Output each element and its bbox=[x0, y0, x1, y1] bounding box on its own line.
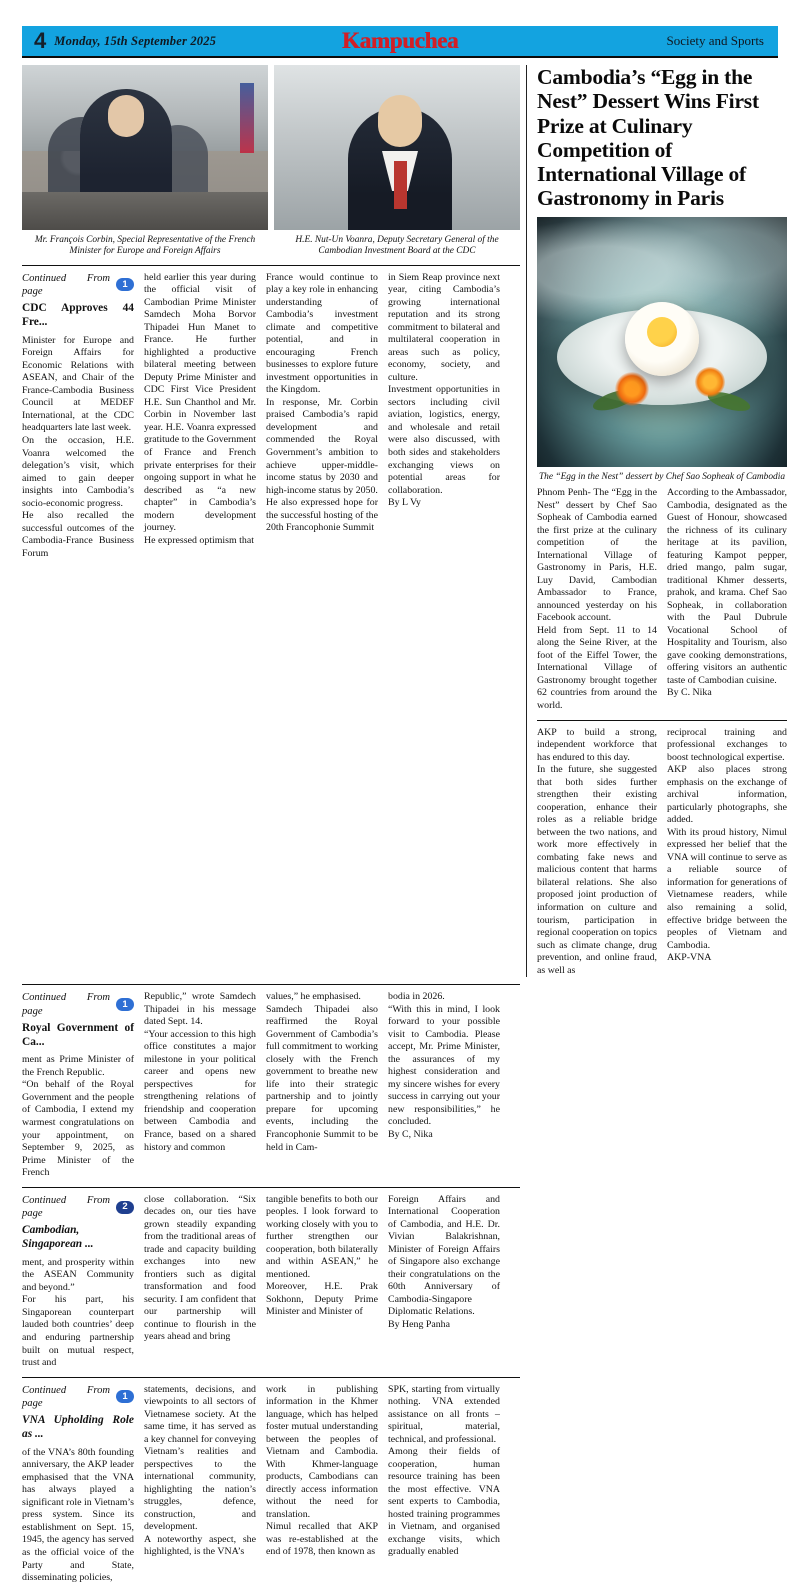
continued-from-line bbox=[22, 1384, 134, 1411]
paper-title: Kampuchea bbox=[341, 28, 459, 53]
divider bbox=[22, 984, 520, 985]
person-head-shape bbox=[108, 95, 144, 137]
body-text: Minister for Europe and Foreign Affairs for Economic Relations with ASEAN, and Chair of the France-Cambodia Business Council at MEDEF International, at the CDC headquarters late last week. On the occasion, H.E. Voanra welcomed the delegation’s visit, which aimed to gain deeper insights into Cambodia’s socio-economic progress. He also recalled the successful outcomes of the Cambodia-France Business Forum bbox=[22, 334, 134, 559]
section-2-columns bbox=[22, 991, 520, 1179]
page-number: 4 bbox=[34, 28, 47, 53]
yolk-shape bbox=[647, 317, 677, 347]
body-text: Phnom Penh- The “Egg in the Nest” dessert by Chef Sao Sopheak of Cambodia earned the first prize at the culinary competition of the International Village of Gastronomy in Paris, H.E. Luy David, Cambodian Ambassador to France, announced yesterday on his Facebook account. Held from Sept. 11 to 14 along the Seine River, at the foot of the Eiffel Tower, the International Village of Gastronomy brought together 62 countries from around the world. bbox=[537, 486, 657, 711]
column bbox=[266, 272, 378, 561]
photo-nut-un-voanra bbox=[274, 65, 520, 230]
akp-vna-columns bbox=[537, 727, 787, 978]
body-text: Republic,” wrote Samdech Thipadei in his message dated Sept. 14. “Your accession to this high office constitutes a major milestone in your political career and opens new perspectives for strengthening relations of friendship and cooperation between Cambodia and France, based on a shared history and common bbox=[144, 991, 256, 1153]
tie-shape bbox=[394, 161, 407, 209]
body-text: of the VNA’s 80th founding anniversary, the AKP leader emphasised that the VNA has always played a significant role in Vietnam’s press system. Since its establishment on Sept. 15, 1945, the agency has served as the official voice of the Party and State, disseminating policies, bbox=[22, 1446, 134, 1584]
body-text: ment, and prosperity within the ASEAN Community and beyond.” For his part, his Singaporean counterpart lauded both countries’ deep and enduring partnership built on mutual respect, trust and bbox=[22, 1256, 134, 1369]
body-text: close collaboration. “Six decades on, our ties have grown steadily expanding from the traditional areas of trade and capacity building exchanges into new frontiers such as digital transformation and food security. I am confident that our partnership will continue to flourish in the years ahead and bring bbox=[144, 1193, 256, 1343]
continued-label: Continued From page bbox=[22, 1384, 111, 1409]
column bbox=[388, 1384, 500, 1585]
column bbox=[144, 272, 256, 561]
newspaper-page bbox=[0, 26, 800, 1584]
section-cambodian-singaporean bbox=[22, 1194, 520, 1370]
continued-from-line bbox=[22, 991, 134, 1018]
column bbox=[266, 1384, 378, 1585]
column bbox=[388, 991, 500, 1179]
section-4-columns bbox=[22, 1384, 520, 1585]
divider bbox=[22, 265, 520, 266]
continued-label: Continued From page bbox=[22, 1194, 111, 1220]
body-text: According to the Ambassador, Cambodia, designated as the Guest of Honour, showcased the richness of its culinary heritage at its pavilion, featuring Kampot pepper, dried mango, palm sugar, traditional Khmer desserts, prahok, and krama. Chef Sao Sopheak, in collaboration with the Paul Dubrule Vocational School of Hospitality and Tourism, also gave cooking demonstrations, offering visitors an authentic taste of Cambodian cuisine. By C. Nika bbox=[667, 486, 787, 699]
column bbox=[22, 1384, 134, 1585]
continued-page-badge[interactable]: 1 bbox=[116, 1390, 134, 1403]
continued-from-line bbox=[22, 1194, 134, 1221]
photo-francois-corbin bbox=[22, 65, 268, 230]
column bbox=[537, 727, 657, 978]
body-text: Foreign Affairs and International Cooperation of Cambodia, and H.E. Dr. Vivian Balakrishnan, Minister of Foreign Affairs of Singapore also exchange their congratulations on the 60th Anniversary of Cambodia-Singapore Diplomatic Relations. By Heng Panha bbox=[388, 1193, 500, 1330]
section-1-columns bbox=[22, 272, 520, 561]
continued-page-badge[interactable]: 2 bbox=[116, 1201, 134, 1214]
continued-from-line bbox=[22, 272, 134, 299]
column bbox=[667, 487, 787, 713]
masthead bbox=[22, 26, 778, 58]
body-text: held earlier this year during the official visit of Cambodian Prime Minister Samdech Moha Borvor Thipadei Hun Manet to France. He further highlighted a productive bilateral meeting between Deputy Prime Minister and CDC First Vice President H.E. Sun Chanthol and Mr. Corbin in November last year. H.E. Voanra expressed gratitude to the Government of France and French private enterprises for their ongoing support in what he described as “a new chapter” in Cambodia’s modern development journey. He expressed optimism that bbox=[144, 271, 256, 546]
divider bbox=[22, 1187, 520, 1188]
photo-caption-right: H.E. Nut-Un Voanra, Deputy Secretary General of the Cambodian Investment Board at the CDC bbox=[295, 235, 499, 257]
column bbox=[144, 1384, 256, 1585]
column bbox=[144, 991, 256, 1179]
column bbox=[266, 1194, 378, 1370]
column bbox=[388, 1194, 500, 1370]
body-text: ment as Prime Minister of the French Republic. “On behalf of the Royal Government and the people of Cambodia, I extend my warmest congratulations on your appointment, on September 9, 2025, as Prime Minister of the French bbox=[22, 1054, 134, 1179]
section-title: VNA Upholding Role as ... bbox=[22, 1414, 134, 1441]
section-label: Society and Sports bbox=[666, 33, 764, 48]
body-text: AKP to build a strong, independent workforce that has endured to this day. In the future, she suggested that both sides further strengthen their existing cooperation, enhance their roles as a reliable bridge between the two nations, and work more effectively in combating fake news and malicious content that harms bilateral relations. She also proposed joint production of information on culture and tourism, participation in regional cooperation on topics such as climate change, drug prevention, and online fraud, as well as bbox=[537, 726, 657, 976]
column bbox=[266, 991, 378, 1179]
feature-column bbox=[526, 65, 787, 977]
column bbox=[144, 1194, 256, 1370]
divider bbox=[537, 720, 787, 721]
section-title: Cambodian, Singaporean ... bbox=[22, 1224, 94, 1251]
column bbox=[537, 487, 657, 713]
feature-body-columns bbox=[537, 487, 787, 713]
body-text: bodia in 2026. “With this in mind, I look forward to your possible visit to Cambodia. Please accept, Mr. Prime Minister, the assurances of my highest consideration and my sincere wishes for every success in carrying out your new responsibilities,” he concluded. By C, Nika bbox=[388, 991, 500, 1140]
continued-label: Continued From page bbox=[22, 272, 111, 297]
body-text: tangible benefits to both our peoples. I look forward to working closely with you to further strengthen our cooperation, both bilaterally and within ASEAN,” he mentioned. Moreover, H.E. Prak Sokhonn, Deputy Prime Minister and Minister of bbox=[266, 1193, 378, 1318]
section-vna-upholding-role bbox=[22, 1384, 520, 1585]
column bbox=[22, 1194, 134, 1370]
section-3-columns bbox=[22, 1194, 520, 1370]
section-title: CDC Approves 44 Fre... bbox=[22, 302, 134, 329]
top-area bbox=[22, 65, 787, 977]
section-royal-government bbox=[22, 991, 520, 1179]
photo-row bbox=[22, 65, 520, 230]
continued-page-badge[interactable]: 1 bbox=[116, 278, 134, 291]
top-left-column bbox=[22, 65, 520, 977]
feature-headline: Cambodia’s “Egg in the Nest” Dessert Wins First Prize at Culinary Competition of International Village of Gastronomy in Paris bbox=[537, 65, 759, 211]
photo-egg-in-the-nest bbox=[537, 217, 787, 467]
column bbox=[22, 272, 134, 561]
body-text: France would continue to play a key role in enhancing understanding of Cambodia’s investment climate and competitive potential, and in encouraging French businesses to explore future investment opportunities in the Kingdom. In response, Mr. Corbin praised Cambodia’s rapid development and commended the Royal Government’s ambition to achieve upper-middle-income status by 2030 and high-income status by 2050. He also expressed hope for the successful hosting of the 20th Francophonie Summit bbox=[266, 271, 378, 534]
body-text: values,” he emphasised. Samdech Thipadei also reaffirmed the Royal Government of Cambodia’s full commitment to working closely with the French government to breathe new life into their strategic partnership and to jointly prepare for upcoming events, including the Francophonie Summit to be held in Cam- bbox=[266, 991, 378, 1153]
body-text: SPK, starting from virtually nothing. VNA extended assistance on all fronts – spiritual, material, technical, and professional. Among their fields of cooperation, human resource training has been the most effective. VNA sent experts to Cambodia, hosted training programmes in Vietnam, and organised exchange visits, which gradually enabled bbox=[388, 1383, 500, 1558]
body-text: statements, decisions, and viewpoints to all sectors of Vietnamese society. At the same time, it has served as a key channel for conveying Vietnam’s realities and perspectives to the international community, highlighting the nation’s struggles, defence, construction, and development. A noteworthy aspect, she highlighted, is the VNA’s bbox=[144, 1383, 256, 1558]
body-text: work in publishing information in the Khmer language, which has helped foster mutual understanding between the peoples of Vietnam and Cambodia. With Khmer-language products, Cambodians can directly access information without the need for translation. Nimul recalled that AKP was re-established at the end of 1978, then known as bbox=[266, 1383, 378, 1558]
column bbox=[22, 991, 134, 1179]
flag-shape bbox=[240, 83, 254, 153]
column bbox=[388, 272, 500, 561]
continued-page-badge[interactable]: 1 bbox=[116, 998, 134, 1011]
divider bbox=[22, 1377, 520, 1378]
table-shape bbox=[22, 192, 268, 230]
lower-left-bands bbox=[22, 984, 520, 1584]
section-cdc-approves bbox=[22, 272, 520, 561]
body-text: reciprocal training and professional exchanges to boost technological expertise. AKP also places strong emphasis on the exchange of archival information, particularly photographs, she added. With its proud history, Nimul expressed her belief that the VNA will continue to serve as a reliable source of information for generations of Vietnamese readers, while also remaining a solid, effective bridge between the peoples of Vietnam and Cambodia. AKP-VNA bbox=[667, 726, 787, 964]
feature-photo-caption: The “Egg in the Nest” dessert by Chef Sao Sopheak of Cambodia bbox=[538, 471, 786, 482]
publication-date: Monday, 15th September 2025 bbox=[54, 33, 217, 48]
continued-label: Continued From page bbox=[22, 992, 111, 1017]
section-title: Royal Government of Ca... bbox=[22, 1021, 134, 1048]
caption-row bbox=[22, 230, 520, 258]
flower-garnish bbox=[695, 367, 725, 397]
column bbox=[667, 727, 787, 978]
photo-caption-left: Mr. François Corbin, Special Representative of the French Minister for Europe and Foreign Affairs bbox=[34, 235, 256, 257]
body-text: in Siem Reap province next year, citing Cambodia’s growing international reputation and its strong commitment to bilateral and multilateral cooperation in areas such as policy, economy, society, and culture. Investment opportunities in sectors including civil aviation, logistics, energy, and wholesale and retail were also discussed, with both sides and stakeholders exchanging views on potential areas for collaboration. By L Vy bbox=[388, 271, 500, 509]
flower-garnish bbox=[615, 372, 649, 406]
